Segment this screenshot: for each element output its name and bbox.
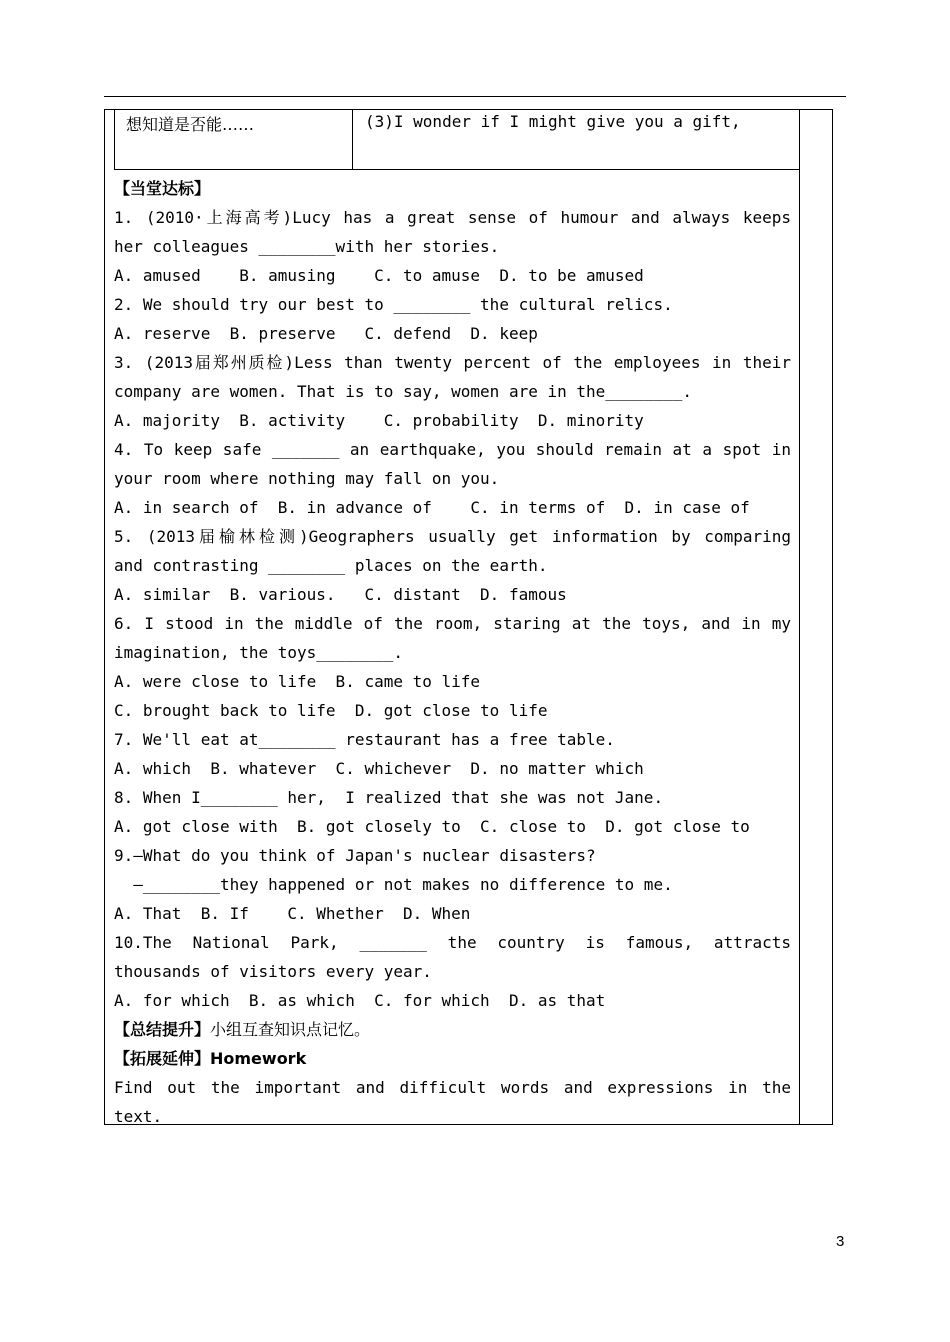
- exercise-line: 1. (2010·上海高考)Lucy has a great sense of humour and always keeps: [114, 208, 791, 227]
- exercise-line: 10.The National Park, _______ the country is famous, attracts: [114, 933, 791, 952]
- exercise-line: 8. When I________ her, I realized that she was not Jane.: [114, 788, 664, 807]
- page-number: 3: [836, 1233, 845, 1250]
- section-heading-summary: 【总结提升】: [114, 1020, 211, 1039]
- top-row-chinese-cell: 想知道是否能……: [126, 115, 255, 134]
- exercise-line: 2. We should try our best to ________ the cultural relics.: [114, 295, 673, 314]
- summary-text: 小组互查知识点记忆。: [210, 1020, 371, 1039]
- exercise-line: A. similar B. various. C. distant D. famous: [114, 585, 567, 604]
- exercise-line: A. That B. If C. Whether D. When: [114, 904, 471, 923]
- exercise-line: 3. (2013届郑州质检)Less than twenty percent of the employees in their: [114, 353, 791, 372]
- exercise-line: —________they happened or not makes no difference to me.: [114, 875, 673, 894]
- exercise-line: A. amused B. amusing C. to amuse D. to be amused: [114, 266, 644, 285]
- exercise-line: 6. I stood in the middle of the room, staring at the toys, and in my: [114, 614, 791, 633]
- homework-line: text.: [114, 1107, 163, 1126]
- exercise-line: 9.—What do you think of Japan's nuclear disasters?: [114, 846, 596, 865]
- section-heading-homework: 【拓展延伸】Homework: [114, 1049, 307, 1068]
- section-summary: [114, 1015, 791, 1044]
- section-heading-practice: 【当堂达标】: [114, 179, 211, 198]
- exercise-line: A. majority B. activity C. probability D. minority: [114, 411, 644, 430]
- exercise-line: thousands of visitors every year.: [114, 962, 432, 981]
- exercise-line: imagination, the toys________.: [114, 643, 403, 662]
- exercise-line: C. brought back to life D. got close to life: [114, 701, 548, 720]
- exercise-line: your room where nothing may fall on you.: [114, 469, 500, 488]
- table-right-column-border: [799, 109, 800, 1125]
- exercise-line: 4. To keep safe _______ an earthquake, you should remain at a spot in: [114, 440, 791, 459]
- homework-lines: [114, 1073, 791, 1131]
- exercise-lines: [114, 203, 791, 1015]
- exercise-line: company are women. That is to say, women are in the________.: [114, 382, 692, 401]
- homework-line: Find out the important and difficult words and expressions in the: [114, 1078, 791, 1097]
- exercise-line: A. got close with B. got closely to C. close to D. got close to: [114, 817, 750, 836]
- exercise-line: 7. We'll eat at________ restaurant has a free table.: [114, 730, 615, 749]
- exercise-line: A. reserve B. preserve C. defend D. keep: [114, 324, 538, 343]
- top-row-english-cell: (3)I wonder if I might give you a gift,: [365, 112, 741, 131]
- table-top-row-divider: [352, 109, 353, 170]
- exercise-line: A. in search of B. in advance of C. in terms of D. in case of: [114, 498, 750, 517]
- exercise-line: A. which B. whatever C. whichever D. no matter which: [114, 759, 644, 778]
- exercise-line: A. were close to life B. came to life: [114, 672, 481, 691]
- exercise-line: her colleagues ________with her stories.: [114, 237, 500, 256]
- exercise-line: A. for which B. as which C. for which D. as that: [114, 991, 606, 1010]
- exercise-content: [114, 174, 791, 1131]
- exercise-line: and contrasting ________ places on the earth.: [114, 556, 548, 575]
- exercise-line: 5. (2013届榆林检测)Geographers usually get information by comparing: [114, 527, 791, 546]
- header-rule: [104, 96, 846, 97]
